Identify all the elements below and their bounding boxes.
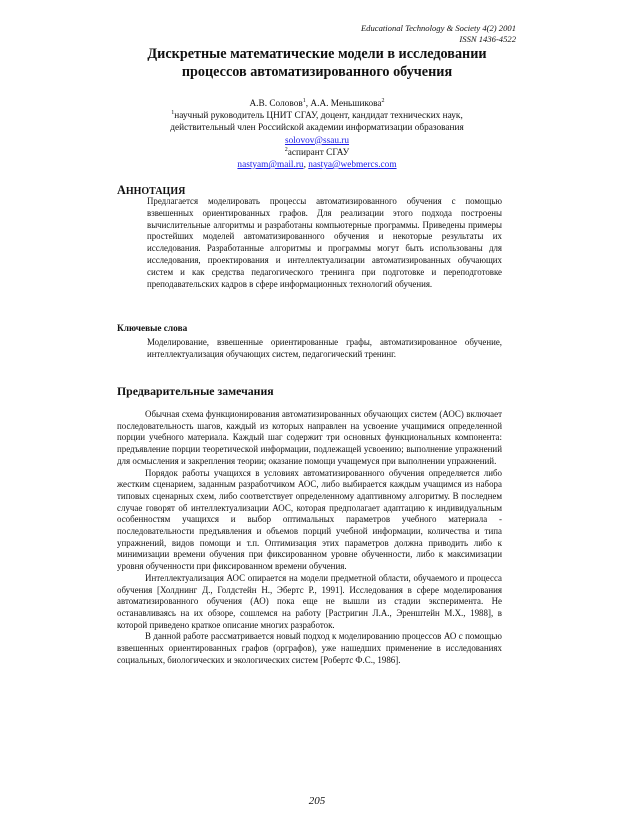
affiliation-2 — [100, 147, 534, 159]
keywords-text: Моделирование, взвешенные ориентированные графы, автоматизированное обучение, интеллектуализация обучающих систем, педагогический тренинг. — [147, 337, 502, 359]
abstract-heading-rest: ННОТАЦИЯ — [125, 186, 186, 197]
email-link-2[interactable]: nastyam@mail.ru — [237, 160, 304, 171]
section-body — [117, 409, 502, 666]
paragraph: Порядок работы учащихся в условиях автоматизированного обучения определяется либо жестким сценарием, заданным разработчиком АОС, либо выбирается каждым учащимся из набора типовых сценарных схем, либо соответствует определенному адаптивному алгоритму. В последнем случае говорят об интеллектуализации АОС, которая предполагает адаптацию к индивидуальным особенностям учащихся и выбор оптимальных параметров учебного материала - последовательности предъявления и объемов порций учебной информации, количества и типа упражнений, видов помощи и т.п. Оптимизация этих параметров должна приводить либо к минимизации времени обучения при фиксированном уровне обученности, либо к максимизации уровня обученности при фиксированном времени обучения. — [117, 467, 502, 572]
author-1: А.В. Соловов — [249, 99, 303, 109]
affiliation-2-text: аспирант СГАУ — [287, 147, 350, 158]
email-separator: , — [303, 160, 309, 171]
paragraph: Интеллектуализация АОС опирается на модели предметной области, обучаемого и процесса обучения [Холднинг Д., Голдстейн Н., Эбертс Р., 1991]. Исследования в сфере моделирования автоматизированного обучения (АО) пока еще не вышли из стадии эксперимента. Не останавливаясь на их обзоре, сошлемся на работу [Растригин Л.А., Эренштейн М.Х., 1988], в которой приведено краткое описание многих разработок. — [117, 572, 502, 630]
affiliation-2-mark: 2 — [284, 146, 288, 153]
author-block — [100, 98, 534, 171]
author-names — [100, 98, 534, 110]
email-link-1[interactable]: solovov@ssau.ru — [284, 135, 350, 146]
affiliation-1-line-1: научный руководитель ЦНИТ СГАУ, доцент, кандидат технических наук, — [174, 111, 463, 122]
page-number: 205 — [308, 795, 326, 807]
title-line-2: процессов автоматизированного обучения — [181, 64, 453, 80]
author-2: А.А. Меньшикова — [310, 99, 382, 109]
keywords-heading: Ключевые слова — [117, 324, 188, 334]
section-heading: Предварительные замечания — [117, 384, 274, 398]
author-1-mark: 1 — [302, 98, 306, 104]
journal-citation: Educational Technology & Society 4(2) 2001 — [360, 23, 516, 33]
abstract-heading-initial: А — [117, 183, 126, 197]
affiliation-1 — [100, 110, 534, 122]
paragraph: В данной работе рассматривается новый подход к моделированию процессов АО с помощью взвешенных ориентированных графов (орграфов), уже нашедших применение в исследованиях социальных, биологических и экологических систем [Робертс Ф.С., 1986]. — [117, 631, 502, 665]
affiliation-1-mark: 1 — [171, 110, 175, 117]
paragraph: Обычная схема функционирования автоматизированных обучающих систем (АОС) включает последовательность шагов, каждый из которых направлен на усвоение учащимися определенной порции учебного материала. Каждый шаг содержит три основных функциональных компонента: предъявление порции теоретической информации, подлежащей усвоению; выполнение упражнений для осмысления и закрепления теории; оказание помощи учащемуся при выполнении упражнений. — [117, 409, 502, 466]
email-link-3[interactable]: nastya@webmercs.com — [308, 160, 397, 171]
title-line-1: Дискретные математические модели в исследовании — [147, 46, 487, 62]
abstract-text: Предлагается моделировать процессы автоматизированного обучения с помощью взвешенных ориентированных графов. Для реализации этого подхода построены вычислительные алгоритмы и разработаны компьютерные программы. Приведены примеры простейших моделей автоматизированного обучения и некоторые результаты их исследования. Разработанные алгоритмы и программы могут быть использованы для исследования, проектирования и интеллектуализации автоматизированных обучающих систем и как средства педагогического тренинга при подготовке и переподготовке преподавательских кадров в сфере информационных технологий обучения. — [147, 196, 502, 289]
affiliation-1-line-2: действительный член Российской академии информатизации образования — [170, 123, 464, 134]
author-separator: , — [305, 99, 311, 109]
author-2-mark: 2 — [381, 98, 385, 104]
issn: ISSN 1436-4522 — [459, 34, 516, 44]
journal-header — [361, 23, 516, 45]
paper-title — [90, 45, 544, 81]
